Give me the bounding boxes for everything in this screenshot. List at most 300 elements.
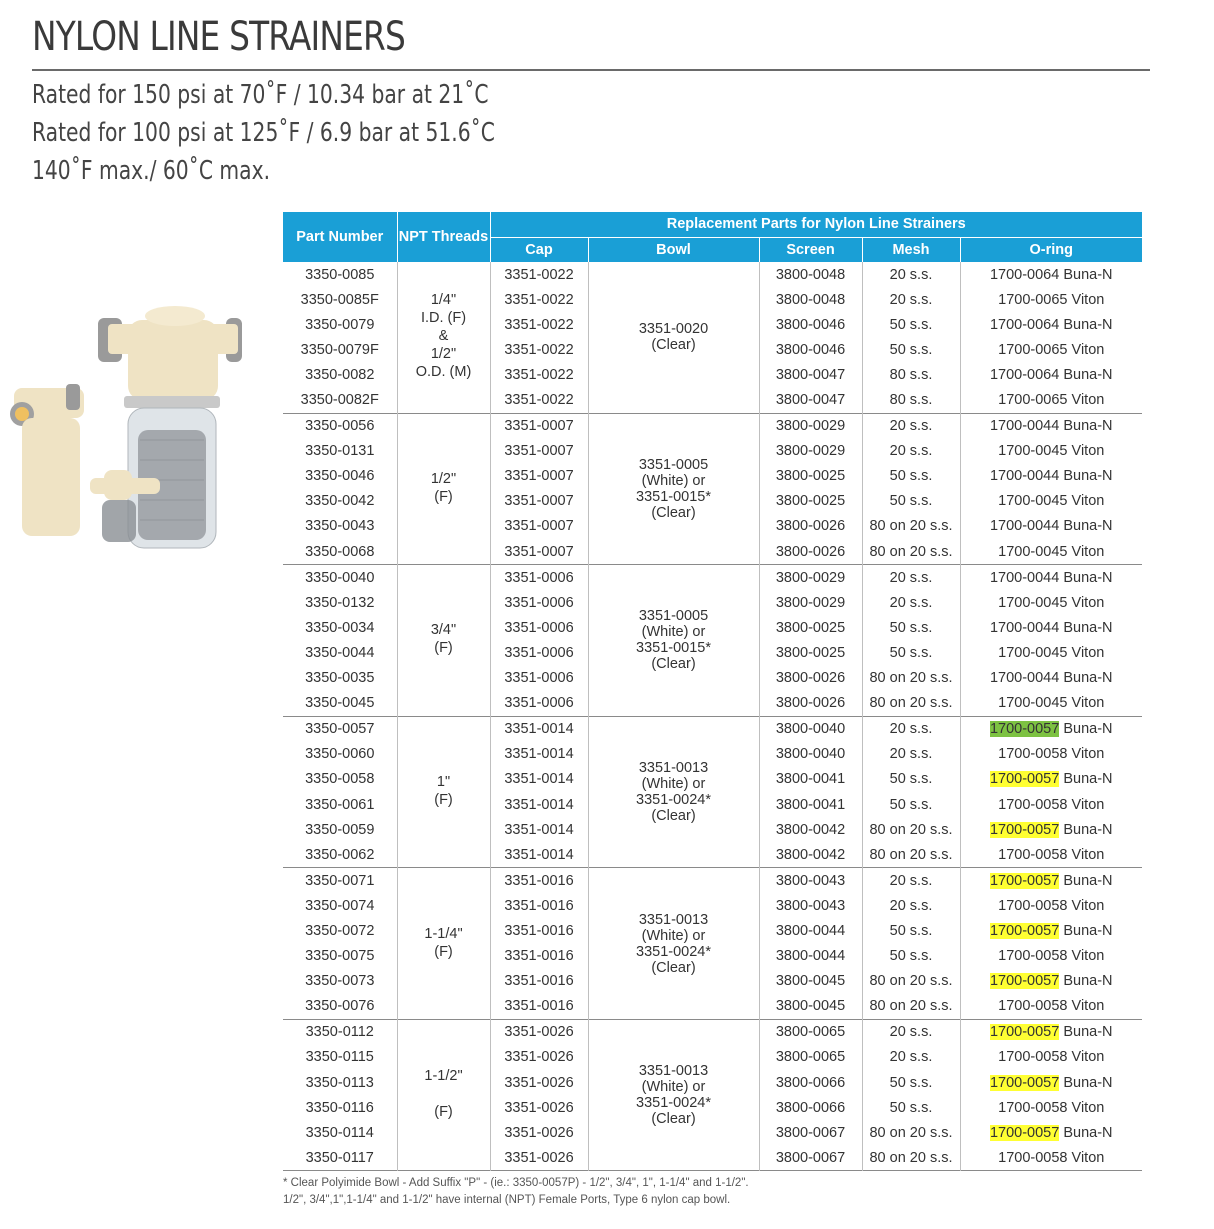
oring-code: 1700-0058 [998, 746, 1068, 763]
bowl-line: (Clear) [651, 656, 696, 673]
cell-cap: 3351-0014 [490, 742, 588, 767]
cell-oring [960, 615, 1142, 640]
cell-npt-threads [397, 413, 490, 565]
cell-cap: 3351-0022 [490, 337, 588, 362]
cell-screen: 3800-0026 [759, 666, 862, 691]
cell-part-number: 3350-0072 [283, 918, 397, 943]
oring-material: Viton [1071, 1049, 1105, 1066]
oring-code: 1700-0045 [998, 644, 1068, 661]
cell-screen: 3800-0048 [759, 287, 862, 312]
bowl-line: (White) or [641, 775, 706, 792]
oring-material: Buna-N [1063, 771, 1113, 788]
cell-oring [960, 464, 1142, 489]
cell-mesh: 50 s.s. [862, 944, 960, 969]
cell-mesh: 80 on 20 s.s. [862, 691, 960, 717]
oring-material: Buna-N [1063, 721, 1113, 738]
cell-part-number: 3350-0075 [283, 944, 397, 969]
cell-mesh: 20 s.s. [862, 1019, 960, 1045]
npt-line: I.D. (F) [420, 310, 467, 327]
cell-cap: 3351-0014 [490, 792, 588, 817]
table-row [283, 1019, 1142, 1045]
cell-part-number: 3350-0114 [283, 1120, 397, 1145]
oring-code: 1700-0057 [989, 1074, 1060, 1091]
cell-mesh: 50 s.s. [862, 1095, 960, 1120]
npt-line: & [438, 328, 449, 345]
cell-screen: 3800-0026 [759, 514, 862, 539]
oring-code: 1700-0058 [998, 1149, 1068, 1166]
cell-oring [960, 590, 1142, 615]
npt-line: (F) [434, 488, 453, 505]
oring-material: Viton [1071, 1149, 1105, 1166]
cell-part-number: 3350-0058 [283, 767, 397, 792]
cell-oring [960, 1045, 1142, 1070]
header-part-number: Part Number [283, 212, 397, 262]
header-oring: O-ring [960, 237, 1142, 262]
oring-material: Viton [1071, 644, 1105, 661]
cell-mesh: 20 s.s. [862, 439, 960, 464]
oring-material: Viton [1071, 341, 1105, 358]
cell-screen: 3800-0044 [759, 918, 862, 943]
cell-part-number: 3350-0082 [283, 362, 397, 387]
cell-cap: 3351-0026 [490, 1070, 588, 1095]
cell-bowl [588, 413, 759, 565]
oring-code: 1700-0065 [998, 291, 1068, 308]
cell-part-number: 3350-0082F [283, 387, 397, 413]
cell-cap: 3351-0007 [490, 464, 588, 489]
oring-material: Buna-N [1063, 1024, 1113, 1041]
cell-screen: 3800-0066 [759, 1095, 862, 1120]
cell-cap: 3351-0022 [490, 362, 588, 387]
cell-screen: 3800-0029 [759, 590, 862, 615]
cell-bowl [588, 262, 759, 413]
cell-cap: 3351-0016 [490, 994, 588, 1020]
cell-oring [960, 742, 1142, 767]
cell-screen: 3800-0025 [759, 640, 862, 665]
cell-mesh: 50 s.s. [862, 640, 960, 665]
cell-mesh: 80 on 20 s.s. [862, 1145, 960, 1171]
cell-mesh: 50 s.s. [862, 767, 960, 792]
npt-line: 3/4" [430, 622, 457, 639]
npt-line: 1/2" [430, 346, 457, 363]
table-row [283, 413, 1142, 439]
cell-screen: 3800-0065 [759, 1019, 862, 1045]
oring-code: 1700-0044 [989, 670, 1060, 687]
cell-part-number: 3350-0117 [283, 1145, 397, 1171]
bowl-line: 3351-0005 [638, 456, 709, 473]
cell-npt-threads [397, 262, 490, 413]
cell-cap: 3351-0007 [490, 413, 588, 439]
cell-screen: 3800-0045 [759, 969, 862, 994]
cell-cap: 3351-0022 [490, 287, 588, 312]
cell-mesh: 20 s.s. [862, 716, 960, 742]
cell-mesh: 20 s.s. [862, 262, 960, 287]
oring-code: 1700-0064 [989, 266, 1060, 283]
cell-part-number: 3350-0074 [283, 893, 397, 918]
cell-mesh: 80 s.s. [862, 387, 960, 413]
cell-oring [960, 387, 1142, 413]
cell-oring [960, 262, 1142, 287]
cell-oring [960, 514, 1142, 539]
oring-material: Viton [1071, 746, 1105, 763]
cell-part-number: 3350-0061 [283, 792, 397, 817]
oring-code: 1700-0058 [998, 796, 1068, 813]
oring-material: Buna-N [1063, 1074, 1113, 1091]
cell-oring [960, 944, 1142, 969]
cell-screen: 3800-0042 [759, 842, 862, 868]
oring-code: 1700-0065 [998, 392, 1068, 409]
cell-screen: 3800-0042 [759, 817, 862, 842]
cell-npt-threads [397, 716, 490, 868]
oring-material: Viton [1071, 493, 1105, 510]
npt-line: 1/2" [430, 470, 457, 487]
oring-material: Viton [1071, 543, 1105, 560]
table-row [283, 565, 1142, 591]
oring-code: 1700-0044 [989, 569, 1060, 586]
cell-part-number: 3350-0057 [283, 716, 397, 742]
cell-screen: 3800-0067 [759, 1120, 862, 1145]
npt-line: (F) [434, 1104, 453, 1121]
cell-oring [960, 716, 1142, 742]
cell-screen: 3800-0044 [759, 944, 862, 969]
oring-material: Viton [1071, 594, 1105, 611]
cell-mesh: 50 s.s. [862, 337, 960, 362]
cell-screen: 3800-0043 [759, 868, 862, 894]
cell-part-number: 3350-0056 [283, 413, 397, 439]
cell-mesh: 20 s.s. [862, 413, 960, 439]
cell-cap: 3351-0014 [490, 817, 588, 842]
bowl-line: 3351-0013 [638, 911, 709, 928]
bowl-line: (Clear) [651, 959, 696, 976]
cell-cap: 3351-0014 [490, 767, 588, 792]
cell-mesh: 20 s.s. [862, 742, 960, 767]
oring-material: Buna-N [1063, 418, 1113, 435]
oring-material: Buna-N [1063, 821, 1113, 838]
oring-code: 1700-0057 [989, 1024, 1060, 1041]
cell-mesh: 50 s.s. [862, 312, 960, 337]
cell-cap: 3351-0016 [490, 868, 588, 894]
cell-mesh: 80 on 20 s.s. [862, 666, 960, 691]
cell-part-number: 3350-0043 [283, 514, 397, 539]
cell-cap: 3351-0026 [490, 1095, 588, 1120]
cell-mesh: 20 s.s. [862, 590, 960, 615]
cell-screen: 3800-0040 [759, 742, 862, 767]
cell-part-number: 3350-0042 [283, 489, 397, 514]
oring-code: 1700-0044 [989, 468, 1060, 485]
cell-bowl [588, 716, 759, 868]
oring-code: 1700-0045 [998, 443, 1068, 460]
oring-material: Viton [1071, 291, 1105, 308]
cell-oring [960, 918, 1142, 943]
cell-cap: 3351-0016 [490, 969, 588, 994]
oring-material: Buna-N [1063, 1124, 1113, 1141]
cell-cap: 3351-0006 [490, 565, 588, 591]
cell-mesh: 80 on 20 s.s. [862, 817, 960, 842]
cell-oring [960, 666, 1142, 691]
table-row [283, 716, 1142, 742]
cell-oring [960, 842, 1142, 868]
oring-material: Buna-N [1063, 266, 1113, 283]
bowl-line: 3351-0013 [638, 759, 709, 776]
oring-code: 1700-0057 [989, 973, 1060, 990]
cell-screen: 3800-0048 [759, 262, 862, 287]
cell-cap: 3351-0022 [490, 262, 588, 287]
spec-line-3: 140˚F max./ 60˚C max. [32, 156, 271, 186]
cell-oring [960, 868, 1142, 894]
cell-mesh: 80 on 20 s.s. [862, 994, 960, 1020]
cell-cap: 3351-0016 [490, 918, 588, 943]
bowl-line: 3351-0013 [638, 1063, 709, 1080]
oring-code: 1700-0065 [998, 341, 1068, 358]
cell-cap: 3351-0007 [490, 539, 588, 565]
oring-code: 1700-0044 [989, 518, 1060, 535]
cell-cap: 3351-0006 [490, 691, 588, 717]
cell-part-number: 3350-0112 [283, 1019, 397, 1045]
cell-part-number: 3350-0071 [283, 868, 397, 894]
cell-cap: 3351-0006 [490, 666, 588, 691]
oring-material: Buna-N [1063, 366, 1113, 383]
oring-material: Viton [1071, 897, 1105, 914]
cell-oring [960, 767, 1142, 792]
npt-line [398, 1086, 490, 1104]
cell-oring [960, 287, 1142, 312]
cell-cap: 3351-0026 [490, 1145, 588, 1171]
oring-material: Viton [1071, 1099, 1105, 1116]
oring-material: Buna-N [1063, 670, 1113, 687]
cell-oring [960, 1070, 1142, 1095]
cell-screen: 3800-0025 [759, 615, 862, 640]
cell-mesh: 80 on 20 s.s. [862, 842, 960, 868]
cell-cap: 3351-0026 [490, 1120, 588, 1145]
cell-screen: 3800-0026 [759, 539, 862, 565]
cell-cap: 3351-0026 [490, 1045, 588, 1070]
cell-part-number: 3350-0085F [283, 287, 397, 312]
cell-part-number: 3350-0045 [283, 691, 397, 717]
npt-line: (F) [434, 640, 453, 657]
bowl-line: 3351-0015* [636, 640, 711, 657]
oring-material: Buna-N [1063, 922, 1113, 939]
bowl-line: 3351-0020 [638, 321, 709, 338]
cell-mesh: 20 s.s. [862, 1045, 960, 1070]
cell-cap: 3351-0016 [490, 944, 588, 969]
npt-line: 1-1/2" [424, 1068, 463, 1085]
cell-screen: 3800-0046 [759, 337, 862, 362]
cell-oring [960, 1145, 1142, 1171]
header-cap: Cap [490, 237, 588, 262]
cell-cap: 3351-0006 [490, 590, 588, 615]
cell-screen: 3800-0047 [759, 362, 862, 387]
strainer-product-image [0, 300, 270, 560]
table-row [283, 868, 1142, 894]
oring-code: 1700-0057 [989, 872, 1060, 889]
cell-screen: 3800-0025 [759, 464, 862, 489]
cell-screen: 3800-0025 [759, 489, 862, 514]
cell-mesh: 80 on 20 s.s. [862, 1120, 960, 1145]
bowl-line: 3351-0015* [636, 488, 711, 505]
cell-part-number: 3350-0079 [283, 312, 397, 337]
cell-oring [960, 969, 1142, 994]
cell-screen: 3800-0029 [759, 413, 862, 439]
cell-oring [960, 1019, 1142, 1045]
oring-code: 1700-0044 [989, 619, 1060, 636]
oring-material: Buna-N [1063, 518, 1113, 535]
cell-cap: 3351-0014 [490, 716, 588, 742]
cell-mesh: 80 on 20 s.s. [862, 969, 960, 994]
cell-cap: 3351-0007 [490, 439, 588, 464]
cell-screen: 3800-0043 [759, 893, 862, 918]
cell-mesh: 50 s.s. [862, 792, 960, 817]
cell-part-number: 3350-0068 [283, 539, 397, 565]
cell-oring [960, 691, 1142, 717]
oring-material: Buna-N [1063, 569, 1113, 586]
cell-screen: 3800-0045 [759, 994, 862, 1020]
cell-mesh: 80 on 20 s.s. [862, 539, 960, 565]
oring-material: Viton [1071, 443, 1105, 460]
cell-mesh: 20 s.s. [862, 565, 960, 591]
cell-npt-threads [397, 868, 490, 1020]
cell-cap: 3351-0007 [490, 489, 588, 514]
oring-code: 1700-0057 [989, 1124, 1060, 1141]
spec-line-1: Rated for 150 psi at 70˚F / 10.34 bar at 21˚C [32, 80, 489, 110]
cell-npt-threads [397, 565, 490, 717]
cell-part-number: 3350-0040 [283, 565, 397, 591]
cell-npt-threads [397, 1019, 490, 1171]
header-mesh: Mesh [862, 237, 960, 262]
oring-material: Buna-N [1063, 872, 1113, 889]
oring-material: Viton [1071, 948, 1105, 965]
bowl-line: (White) or [641, 1079, 706, 1096]
cell-cap: 3351-0006 [490, 615, 588, 640]
npt-line: 1-1/4" [424, 925, 463, 942]
cell-screen: 3800-0041 [759, 792, 862, 817]
cell-part-number: 3350-0113 [283, 1070, 397, 1095]
cell-mesh: 50 s.s. [862, 489, 960, 514]
bowl-line: (White) or [641, 927, 706, 944]
cell-part-number: 3350-0060 [283, 742, 397, 767]
oring-code: 1700-0058 [998, 897, 1068, 914]
npt-line: 1/4" [430, 292, 457, 309]
cell-part-number: 3350-0062 [283, 842, 397, 868]
header-screen: Screen [759, 237, 862, 262]
cell-bowl [588, 565, 759, 717]
oring-material: Viton [1071, 796, 1105, 813]
npt-line: (F) [434, 791, 453, 808]
cell-part-number: 3350-0035 [283, 666, 397, 691]
cell-cap: 3351-0014 [490, 842, 588, 868]
cell-oring [960, 565, 1142, 591]
header-replacement-parts: Replacement Parts for Nylon Line Strainers [490, 212, 1142, 237]
cell-mesh: 50 s.s. [862, 464, 960, 489]
cell-screen: 3800-0040 [759, 716, 862, 742]
cell-oring [960, 817, 1142, 842]
oring-material: Viton [1071, 695, 1105, 712]
bowl-line: (Clear) [651, 504, 696, 521]
cell-mesh: 80 s.s. [862, 362, 960, 387]
cell-part-number: 3350-0085 [283, 262, 397, 287]
cell-oring [960, 489, 1142, 514]
oring-code: 1700-0057 [989, 821, 1060, 838]
cell-oring [960, 413, 1142, 439]
cell-mesh: 50 s.s. [862, 615, 960, 640]
npt-line: (F) [434, 943, 453, 960]
cell-oring [960, 539, 1142, 565]
cell-part-number: 3350-0116 [283, 1095, 397, 1120]
cell-bowl [588, 1019, 759, 1171]
cell-screen: 3800-0046 [759, 312, 862, 337]
parts-table [283, 212, 1142, 1171]
header-npt-threads: NPT Threads [397, 212, 490, 262]
bowl-line: (Clear) [651, 337, 696, 354]
cell-screen: 3800-0029 [759, 439, 862, 464]
cell-cap: 3351-0016 [490, 893, 588, 918]
cell-oring [960, 994, 1142, 1020]
cell-oring [960, 640, 1142, 665]
oring-material: Buna-N [1063, 468, 1113, 485]
footnote-2: 1/2", 3/4",1",1-1/4" and 1-1/2" have internal (NPT) Female Ports, Type 6 nylon cap bowl. [283, 1194, 731, 1206]
bowl-line: 3351-0024* [636, 1095, 711, 1112]
cell-mesh: 20 s.s. [862, 287, 960, 312]
oring-material: Viton [1071, 846, 1105, 863]
oring-code: 1700-0044 [989, 418, 1060, 435]
cell-mesh: 50 s.s. [862, 918, 960, 943]
oring-code: 1700-0057 [989, 922, 1060, 939]
oring-code: 1700-0058 [998, 1099, 1068, 1116]
cell-part-number: 3350-0059 [283, 817, 397, 842]
cell-cap: 3351-0022 [490, 312, 588, 337]
oring-code: 1700-0058 [998, 846, 1068, 863]
bowl-line: 3351-0024* [636, 791, 711, 808]
cell-screen: 3800-0026 [759, 691, 862, 717]
bowl-line: 3351-0024* [636, 943, 711, 960]
cell-part-number: 3350-0131 [283, 439, 397, 464]
cell-oring [960, 312, 1142, 337]
oring-code: 1700-0045 [998, 493, 1068, 510]
oring-material: Buna-N [1063, 973, 1113, 990]
cell-cap: 3351-0006 [490, 640, 588, 665]
cell-screen: 3800-0029 [759, 565, 862, 591]
bowl-line: (White) or [641, 624, 706, 641]
cell-part-number: 3350-0115 [283, 1045, 397, 1070]
cell-oring [960, 1095, 1142, 1120]
bowl-line: (Clear) [651, 1111, 696, 1128]
oring-code: 1700-0058 [998, 1049, 1068, 1066]
oring-material: Viton [1071, 392, 1105, 409]
page-title: NYLON LINE STRAINERS [32, 14, 405, 60]
bowl-line: (Clear) [651, 807, 696, 824]
cell-part-number: 3350-0132 [283, 590, 397, 615]
oring-code: 1700-0045 [998, 695, 1068, 712]
title-divider [32, 69, 1150, 71]
cell-part-number: 3350-0076 [283, 994, 397, 1020]
spec-line-2: Rated for 100 psi at 125˚F / 6.9 bar at 51.6˚C [32, 118, 495, 148]
npt-line: 1" [436, 773, 451, 790]
cell-oring [960, 792, 1142, 817]
oring-code: 1700-0057 [989, 771, 1060, 788]
cell-screen: 3800-0065 [759, 1045, 862, 1070]
oring-code: 1700-0057 [989, 721, 1060, 738]
oring-code: 1700-0064 [989, 366, 1060, 383]
cell-cap: 3351-0007 [490, 514, 588, 539]
cell-oring [960, 337, 1142, 362]
cell-screen: 3800-0066 [759, 1070, 862, 1095]
cell-cap: 3351-0022 [490, 387, 588, 413]
cell-bowl [588, 868, 759, 1020]
parts-table-body [283, 262, 1142, 1171]
cell-part-number: 3350-0034 [283, 615, 397, 640]
cell-mesh: 20 s.s. [862, 893, 960, 918]
oring-material: Buna-N [1063, 619, 1113, 636]
cell-oring [960, 362, 1142, 387]
header-bowl: Bowl [588, 237, 759, 262]
